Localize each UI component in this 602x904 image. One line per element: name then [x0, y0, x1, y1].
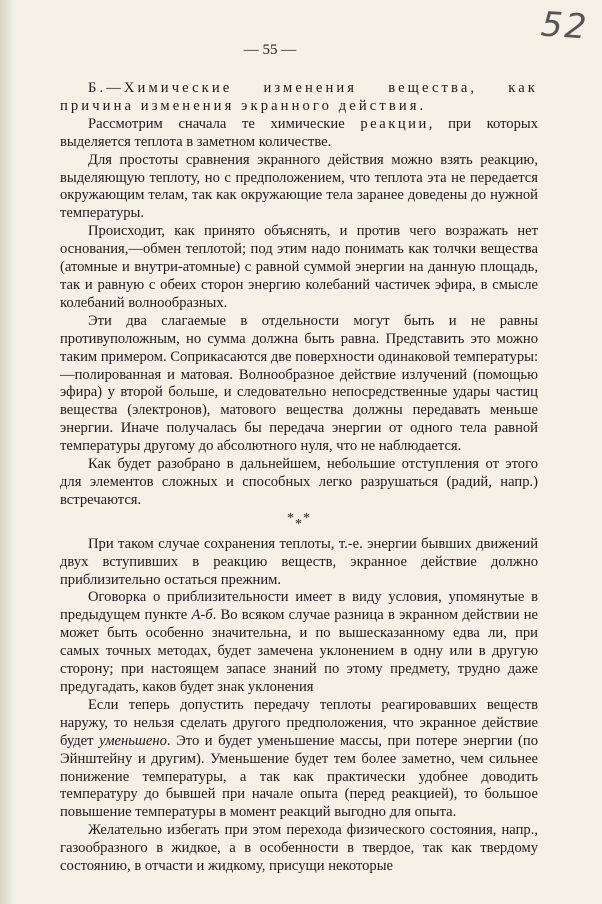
paragraph-1-end: , при которых выделяется теплота в заметном количестве. [60, 115, 539, 150]
asterism-star: * [287, 510, 295, 526]
asterism-star: * [295, 516, 303, 532]
paragraph-8 [60, 697, 538, 822]
paragraph-7-end: . Во всяком случае разница в экранном действии не может быть особенно значительна, и по вышесказанному едва ли, при самых точных методах, будет замечена уклонением в одну или в другую сторону; при настоящем запасе знаний по этому предмету, трудно даже предугадать, каков будет знак уклонения [60, 607, 538, 695]
handwritten-folio-number: 52 [539, 4, 590, 48]
paragraph-5: Как будет разобрано в дальнейшем, небольшие отступления от этого для элементов сложных и способных легко разрушаться (радий, напр.) встречаются. [60, 456, 538, 508]
spaced-term: реакции [360, 115, 429, 132]
paragraph-1 [60, 116, 538, 152]
paragraph-8-end: . Это и будет уменьшение массы, при потере энергии (по Эйнштейну и другим). Уменьшение будет тем более заметно, чем сильнее понижение температуры, а так как практически удобнее доводить температуру до бывшей при начале опыта (перед реакцией), то большое повышение температуры в момент реакций выгодно для опыта. [60, 732, 538, 821]
paragraph-6: При таком случае сохранения теплоты, т.-е. энергии бывших движений двух вступивших в реакцию веществ, экранное действие должно приблизительно остаться прежним. [60, 535, 538, 588]
section-reference: А-б [191, 607, 213, 624]
paragraph-8-start: Если теперь допустить передачу теплоты реагировавших веществ наружу, то нельзя сделать другого предположения, что экранное действие будет [60, 696, 538, 749]
body-text [60, 80, 538, 876]
page-number: — 55 — [243, 42, 297, 58]
paragraph-9: Желательно избегать при этом перехода физического состояния, напр., газообразного в жидкое, а в особенности в твердое, так как твердому состоянию, в отчасти и жидкому, присущи некоторые [60, 822, 538, 875]
page-edge-shadow [0, 0, 14, 904]
asterism-star: * [303, 510, 311, 526]
paragraph-4: Эти два слагаемые в отдельности могут быть и не равны противуположным, но сумма должна быть равна. Представить это можно таким примером. Соприкасаются две поверхности одинаковой температуры:—полированная и матовая. Волнообразное действие излучений (помощью эфира) у второй больше, и следовательно непосредственные удары частиц вещества (электронов), матового вещества должны передавать меньше энергии. Иначе получалась бы передача энергии от одного тела равной температуры другому до абсолютного нуля, что не наблюдается. [60, 312, 538, 455]
paragraph-7 [60, 589, 538, 696]
paragraph-3: Происходит, как принято объяснять, и против чего возражать нет основания,—обмен теплотой; под этим надо понимать как толчки вещества (атомные и внутри-атомные) с равной суммой энергии на данную площадь, так и равную с обеих сторон энергию колебаний частичек эфира, в смысле колебаний волнообразных. [60, 223, 538, 311]
section-heading: Б.—Химические изменения вещества, как причина изменения экранного действия. [60, 80, 538, 114]
paragraph-1-start: Рассмотрим сначала те химические [88, 115, 361, 132]
asterism-divider [60, 510, 538, 536]
paragraph-2: Для простоты сравнения экранного действия можно взять реакцию, выделяющую теплоту, но с предположением, что теплота эта не передается окружающим телам, так как окружающие тела заранее доведены до нужной температуры. [60, 151, 538, 222]
paragraph-7-start: Оговорка о приблизительности имеет в виду условия, упомянутые в предыдущем пункте [60, 589, 538, 624]
emphasized-word: уменьшено [99, 732, 167, 749]
